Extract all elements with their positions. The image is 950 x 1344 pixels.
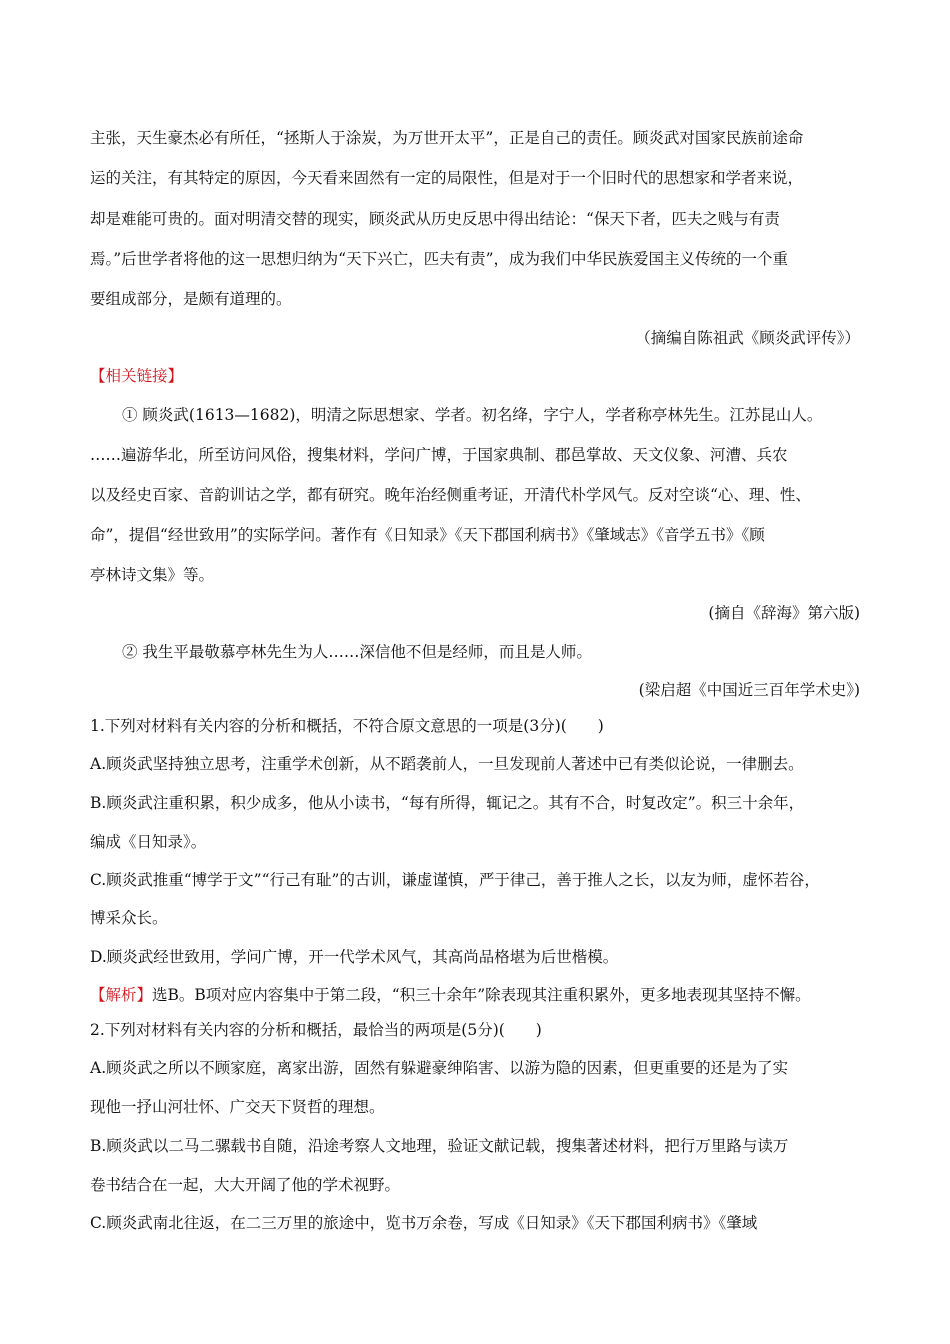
passage-line: 却是难能可贵的。面对明清交替的现实，顾炎武从历史反思中得出结论：“保天下者，匹夫之贱与有责 — [90, 210, 780, 228]
passage-line: 运的关注，有其特定的原因，今天看来固然有一定的局限性，但是对于一个旧时代的思想家和学者来说， — [90, 169, 804, 187]
question1-analysis — [90, 985, 860, 1005]
passage-line: 要组成部分，是颇有道理的。 — [90, 290, 292, 308]
question2-option-a-cont: 现他一抒山河壮怀、广交天下贤哲的理想。 — [90, 1098, 385, 1116]
passage-line: 焉。”后世学者将他的这一思想归纳为“天下兴亡，匹夫有责”，成为我们中华民族爱国主义传统的一个重 — [90, 250, 789, 268]
question2-option-b: B.顾炎武以二马二骡载书自随，沿途考察人文地理，验证文献记载，搜集著述材料，把行万里路与读万 — [90, 1137, 789, 1155]
related-item1-line: 亭林诗文集》等。 — [90, 566, 215, 584]
question2-stem: 2.下列对材料有关内容的分析和概括，最恰当的两项是(5分)( ) — [90, 1021, 542, 1039]
related-item1-line: 以及经史百家、音韵训诂之学，都有研究。晚年治经侧重考证，开清代朴学风气。反对空谈“心、理、性、 — [90, 486, 811, 504]
question2-option-c: C.顾炎武南北往返，在二三万里的旅途中，览书万余卷，写成《日知录》《天下郡国利病书》《肇域 — [90, 1214, 758, 1232]
question1-option-c-cont: 博采众长。 — [90, 909, 168, 927]
analysis-tag: 【解析】 — [90, 986, 153, 1004]
passage-line: 主张，天生豪杰必有所任，“拯斯人于涂炭，为万世开太平”，正是自己的责任。顾炎武对国家民族前途命 — [90, 129, 804, 147]
analysis-text: 选B。B项对应内容集中于第二段，“积三十余年”除表现其注重积累外，更多地表现其坚持不懈。 — [152, 986, 811, 1004]
question2-option-b-cont: 卷书结合在一起，大大开阔了他的学术视野。 — [90, 1176, 401, 1194]
passage-source: （摘编自陈祖武《顾炎武评传》） — [635, 329, 860, 347]
question1-stem: 1.下列对材料有关内容的分析和概括，不符合原文意思的一项是(3分)( ) — [90, 717, 604, 735]
question1-option-b-cont: 编成《日知录》。 — [90, 833, 207, 851]
question1-option-b: B.顾炎武注重积累，积少成多，他从小读书，“每有所得，辄记之。其有不合，时复改定”。积三十余年， — [90, 794, 805, 812]
related-links-heading: 【相关链接】 — [90, 367, 184, 385]
question1-option-c: C.顾炎武推重“博学于文”“行己有耻”的古训，谦虚谨慎，严于律己，善于推人之长，以友为师，虚怀若谷， — [90, 871, 820, 889]
related-item1-line: ① 顾炎武(1613—1682)，明清之际思想家、学者。初名绛，字宁人，学者称亭林先生。江苏昆山人。 — [122, 406, 823, 424]
question2-option-a: A.顾炎武之所以不顾家庭，离家出游，固然有躲避豪绅陷害、以游为隐的因素，但更重要的还是为了实 — [90, 1059, 789, 1077]
question1-option-a: A.顾炎武坚持独立思考，注重学术创新，从不蹈袭前人，一旦发现前人著述中已有类似论说，一律删去。 — [90, 755, 804, 773]
related-item2: ② 我生平最敬慕亭林先生为人……深信他不但是经师，而且是人师。 — [122, 643, 592, 661]
related-item1-source: (摘自《辞海》第六版) — [708, 604, 860, 622]
related-item1-line: ……遍游华北，所至访问风俗，搜集材料，学问广博，于国家典制、郡邑掌故、天文仪象、河漕、兵农 — [90, 446, 788, 464]
related-item2-source: (梁启超《中国近三百年学术史》) — [638, 681, 860, 699]
question1-option-d: D.顾炎武经世致用，学问广博，开一代学术风气，其高尚品格堪为后世楷模。 — [90, 948, 619, 966]
related-item1-line: 命”，提倡“经世致用”的实际学问。著作有《日知录》《天下郡国利病书》《肇域志》《音学五书》《顾 — [90, 526, 765, 544]
